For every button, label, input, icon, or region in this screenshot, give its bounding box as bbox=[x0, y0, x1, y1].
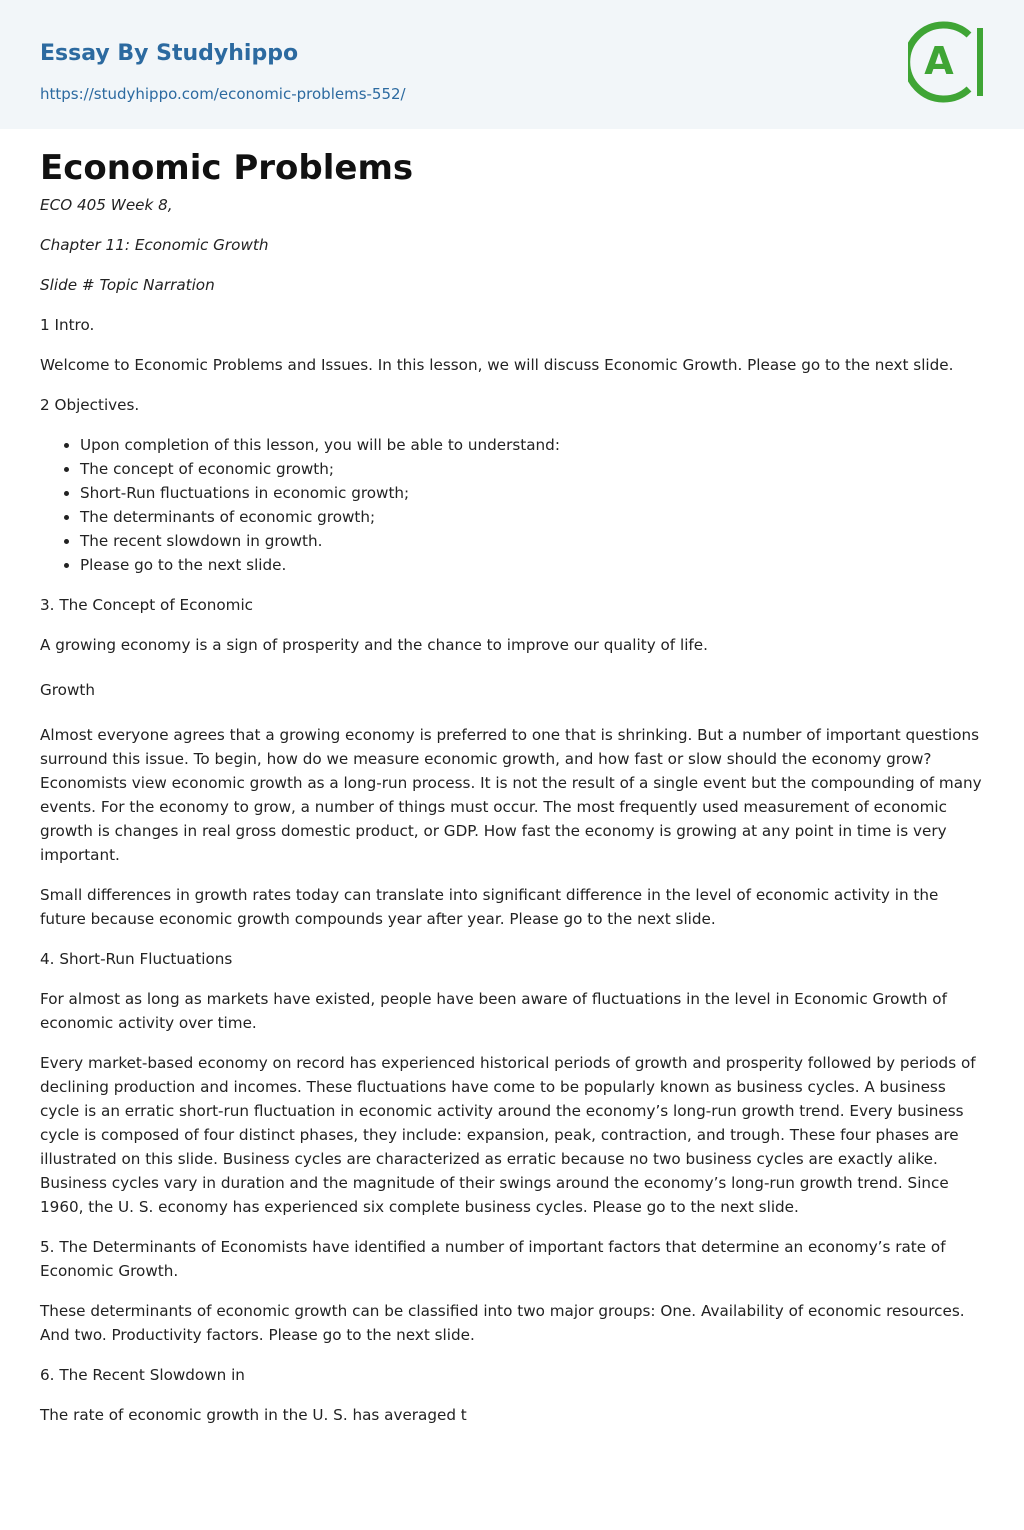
objectives-heading: 2 Objectives. bbox=[40, 396, 140, 414]
shortrun-heading: 4. Short-Run Fluctuations bbox=[40, 950, 233, 968]
meta-course: ECO 405 Week 8, bbox=[40, 196, 173, 214]
determinants-paragraph-2: These determinants of economic growth can be classified into two major groups: One. Availability of economic resources. And two. Productivity factors. Please go to the next slide. bbox=[40, 1302, 965, 1344]
determinants-paragraph-1: 5. The Determinants of Economists have identified a number of important factors that determine an economy’s rate of Economic Growth. bbox=[40, 1238, 946, 1280]
logo-letter: A bbox=[924, 39, 954, 83]
intro-heading: 1 Intro. bbox=[40, 316, 95, 334]
slowdown-paragraph-1: The rate of economic growth in the U. S. has averaged t bbox=[40, 1406, 467, 1424]
concept-growth-label: Growth bbox=[40, 681, 95, 699]
objectives-list bbox=[40, 433, 986, 577]
slowdown-heading: 6. The Recent Slowdown in bbox=[40, 1366, 245, 1384]
shortrun-paragraph-2: Every market-based economy on record has experienced historical periods of growth and prosperity followed by periods of declining production and incomes. These fluctuations have come to be popularly known as business cycles. A business cycle is an erratic short-run fluctuation in economic activity around the economy’s long-run growth trend. Every business cycle is composed of four distinct phases, they include: expansion, peak, contraction, and trough. These four phases are illustrated on this slide. Business cycles are characterized as erratic because no two business cycles are exactly alike. Business cycles vary in duration and the magnitude of their swings around the economy’s long-run growth trend. Since 1960, the U. S. economy has experienced six complete business cycles. Please go to the next slide. bbox=[40, 1054, 976, 1216]
list-item: • The recent slowdown in growth. bbox=[80, 529, 986, 553]
page-title: Economic Problems bbox=[40, 148, 414, 188]
studyhippo-logo-icon[interactable] bbox=[908, 18, 988, 106]
list-item: • The determinants of economic growth; bbox=[80, 505, 986, 529]
list-item: • The concept of economic growth; bbox=[80, 457, 986, 481]
meta-columns: Slide # Topic Narration bbox=[40, 276, 215, 294]
list-item: • Short-Run fluctuations in economic growth; bbox=[80, 481, 986, 505]
list-item: • Upon completion of this lesson, you will be able to understand: bbox=[80, 433, 986, 457]
intro-text: Welcome to Economic Problems and Issues. In this lesson, we will discuss Economic Growth. Please go to the next slide. bbox=[40, 356, 954, 374]
essay-url-link[interactable]: https://studyhippo.com/economic-problems-552/ bbox=[40, 85, 406, 103]
list-item: • Please go to the next slide. bbox=[80, 553, 986, 577]
concept-heading: 3. The Concept of Economic bbox=[40, 596, 254, 614]
essay-body bbox=[40, 193, 986, 1443]
concept-paragraph-2: Small differences in growth rates today can translate into significant difference in the level of economic activity in the future because economic growth compounds year after year. Please go to the next slide. bbox=[40, 886, 939, 928]
brand-title[interactable]: Essay By Studyhippo bbox=[40, 41, 299, 66]
concept-paragraph-1: Almost everyone agrees that a growing economy is preferred to one that is shrinking. But a number of important questions surround this issue. To begin, how do we measure economic growth, and how fast or slow should the economy grow? Economists view economic growth as a long-run process. It is not the result of a single event but the compounding of many events. For the economy to grow, a number of things must occur. The most frequently used measurement of economic growth is changes in real gross domestic product, or GDP. How fast the economy is growing at any point in time is very important. bbox=[40, 726, 982, 864]
meta-chapter: Chapter 11: Economic Growth bbox=[40, 236, 269, 254]
shortrun-paragraph-1: For almost as long as markets have existed, people have been aware of fluctuations in the level in Economic Growth of economic activity over time. bbox=[40, 990, 947, 1032]
concept-intro: A growing economy is a sign of prosperity and the chance to improve our quality of life. bbox=[40, 636, 708, 654]
